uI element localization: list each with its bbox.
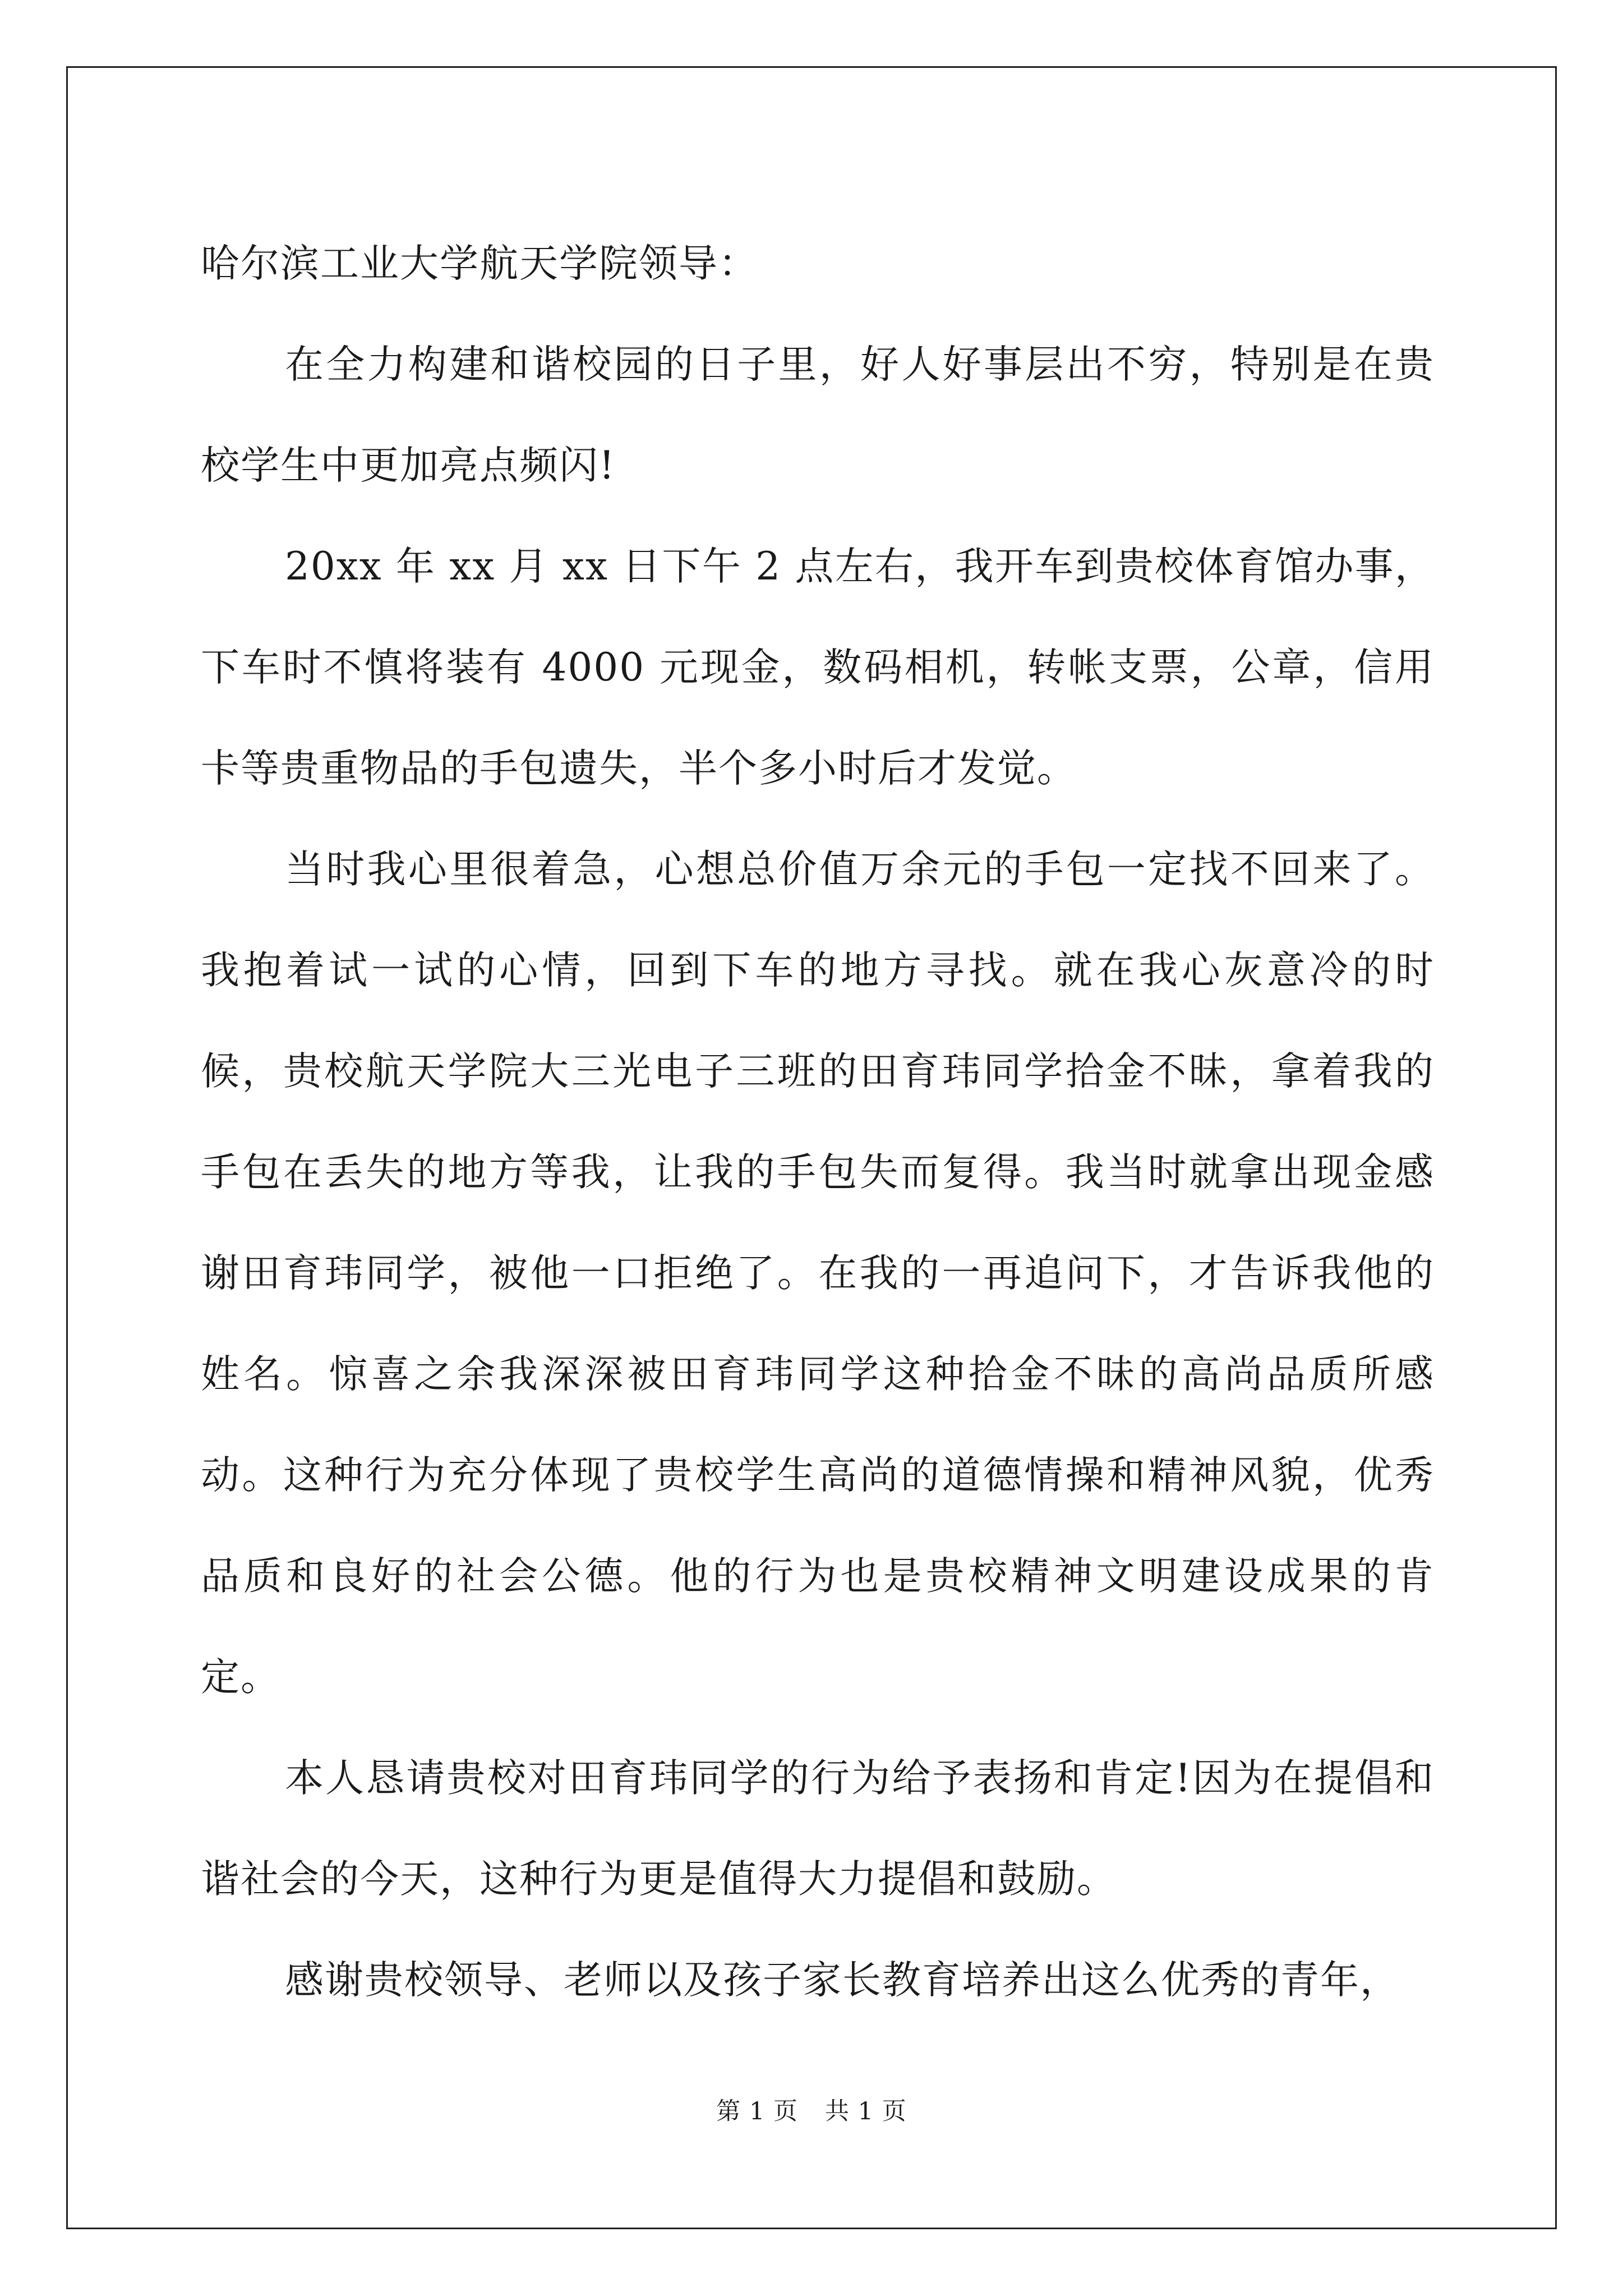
paragraph-1: 在全力构建和谐校园的日子里，好人好事层出不穷，特别是在贵校学生中更加亮点频闪! — [201, 342, 1435, 488]
paragraph-4: 本人恳请贵校对田育玮同学的行为给予表扬和肯定!因为在提倡和谐社会的今天，这种行为更是值得大力提倡和鼓励。 — [201, 1756, 1435, 1902]
page-number-current: 第 1 页 — [716, 2097, 798, 2125]
paragraph-2: 20xx 年 xx 月 xx 日下午 2 点左右，我开车到贵校体育馆办事，下车时不慎将装有 4000 元现金，数码相机，转帐支票，公章，信用卡等贵重物品的手包遗失，半个多小时后才发觉。 — [201, 544, 1435, 791]
paragraph-5: 感谢贵校领导、老师以及孩子家长教育培养出这么优秀的青年， — [285, 1958, 1400, 2003]
letter-body — [201, 213, 1435, 2031]
salutation: 哈尔滨工业大学航天学院领导： — [201, 241, 758, 286]
page-footer — [0, 2095, 1623, 2128]
page-number-total: 共 1 页 — [825, 2097, 907, 2125]
paragraph-3: 当时我心里很着急，心想总价值万余元的手包一定找不回来了。我抱着试一试的心情，回到下车的地方寻找。就在我心灰意冷的时候，贵校航天学院大三光电子三班的田育玮同学拾金不昧，拿着我的手包在丢失的地方等我，让我的手包失而复得。我当时就拿出现金感谢田育玮同学，被他一口拒绝了。在我的一再追问下，才告诉我他的姓名。惊喜之余我深深被田育玮同学这种拾金不昧的高尚品质所感动。这种行为充分体现了贵校学生高尚的道德情操和精神风貌，优秀品质和良好的社会公德。他的行为也是贵校精神文明建设成果的肯定。 — [201, 847, 1435, 1700]
